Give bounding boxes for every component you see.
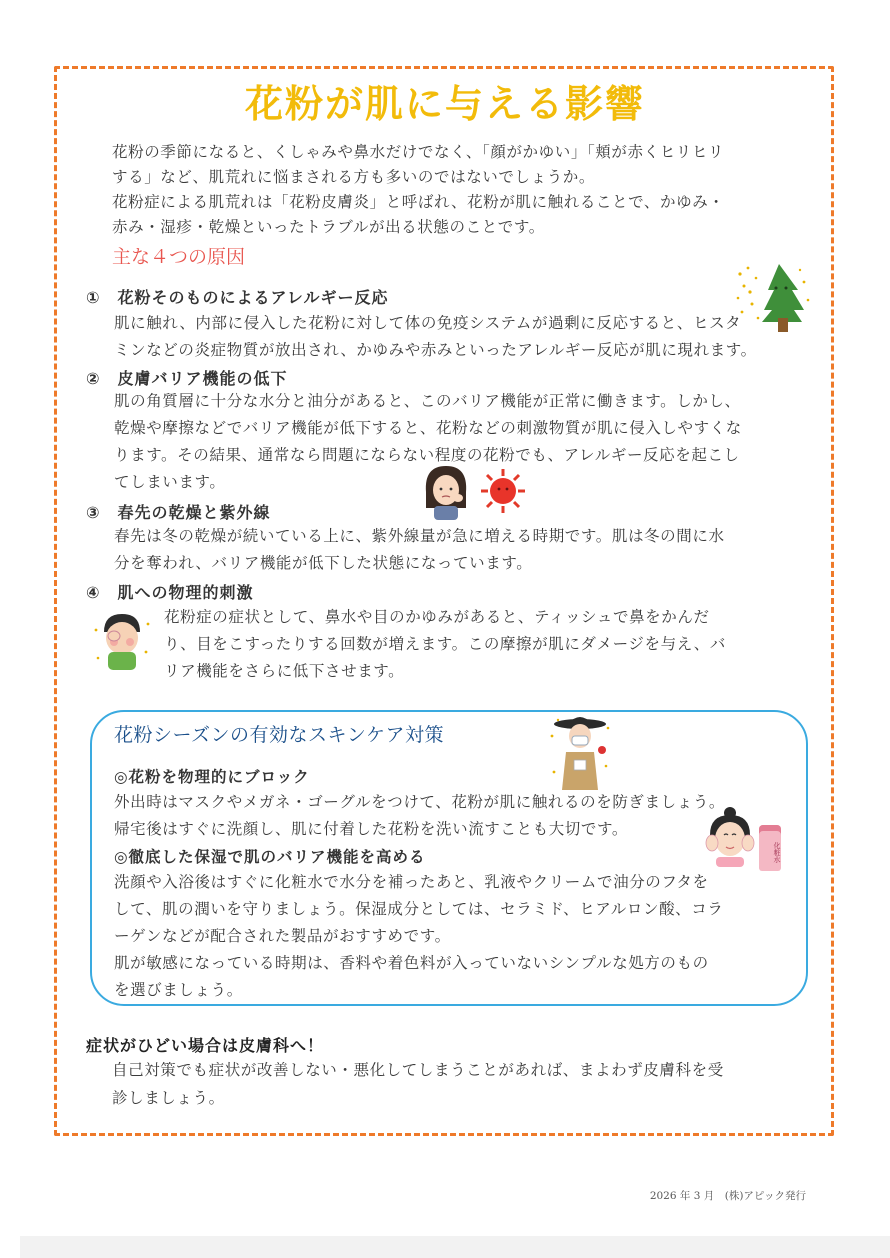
cause-body-4 <box>164 604 726 685</box>
cause-line: 分を奪われ、バリア機能が低下した状態になっています。 <box>114 554 533 572</box>
lotion-bottle-label: 化粧水 <box>773 841 781 863</box>
warning-body <box>112 1056 724 1112</box>
skincare-line: 肌が敏感になっている時期は、香料や着色料が入っていないシンプルな処方のもの <box>114 954 709 972</box>
skincare-heading-2: ◎徹底した保湿で肌のバリア機能を高める <box>114 848 426 866</box>
cause-heading-3: ③ 春先の乾燥と紫外線 <box>86 503 271 522</box>
intro-line: 赤み・湿疹・乾燥といったトラブルが出る状態のことです。 <box>112 218 545 236</box>
masked-woman-icon <box>548 712 612 792</box>
page-title: 花粉が肌に与える影響 <box>244 82 645 126</box>
cause-body-1 <box>114 310 757 364</box>
lotion-bottle-icon <box>759 825 781 871</box>
cause-line: 肌に触れ、内部に侵入した花粉に対して体の免疫システムが過剰に反応すると、ヒスタ <box>114 314 742 332</box>
skincare-line: を選びましょう。 <box>114 981 243 999</box>
skincare-line: 外出時はマスクやメガネ・ゴーグルをつけて、花粉が肌に触れるのを防ぎましょう。 <box>114 793 726 811</box>
skincare-heading-1: ◎花粉を物理的にブロック <box>114 768 310 786</box>
skincare-title: 花粉シーズンの有効なスキンケア対策 <box>114 724 444 746</box>
cause-heading-1: ① 花粉そのものによるアレルギー反応 <box>86 288 389 307</box>
cause-heading-4: ④ 肌への物理的刺激 <box>86 583 254 602</box>
cedar-tree-pollen-icon <box>734 260 812 332</box>
intro-line: 花粉症による肌荒れは「花粉皮膚炎」と呼ばれ、花粉が肌に触れることで、かゆみ・ <box>112 193 725 211</box>
face-care-woman-icon <box>702 805 758 867</box>
rubbing-eyes-boy-icon <box>92 610 152 672</box>
cause-line: り、目をこすったりする回数が増えます。この摩擦が肌にダメージを与え、バ <box>164 635 726 653</box>
skincare-line: 洗顔や入浴後はすぐに化粧水で水分を補ったあと、乳液やクリームで油分のフタを <box>114 873 709 891</box>
warning-line: 診しましょう。 <box>112 1089 225 1107</box>
cause-heading-2: ② 皮膚バリア機能の低下 <box>86 369 288 388</box>
causes-title: 主な４つの原因 <box>112 246 246 268</box>
cause-line: 花粉症の症状として、鼻水や目のかゆみがあると、ティッシュで鼻をかんだ <box>164 608 710 626</box>
warning-line: 自己対策でも症状が改善しない・悪化してしまうことがあれば、まよわず皮膚科を受 <box>112 1061 724 1079</box>
intro-line: する」など、肌荒れに悩まされる方も多いのではないでしょうか。 <box>112 168 596 186</box>
bottom-bar <box>20 1236 890 1258</box>
intro-line: 花粉の季節になると、くしゃみや鼻水だけでなく、「顔がかゆい」「頬が赤くヒリヒリ <box>112 143 725 161</box>
skincare-line: 帰宅後はすぐに洗顔し、肌に付着した花粉を洗い流すことも大切です。 <box>114 820 628 838</box>
itchy-woman-icon <box>418 462 474 520</box>
cause-line: ミンなどの炎症物質が放出され、かゆみや赤みといったアレルギー反応が肌に現れます。 <box>114 341 757 359</box>
skincare-body-1 <box>114 789 725 843</box>
cause-line: リア機能をさらに低下させます。 <box>164 662 405 680</box>
footer-publisher: 2026 年 3 月 (株)アピック発行 <box>649 1190 806 1202</box>
cause-line: 乾燥や摩擦などでバリア機能が低下すると、花粉などの刺激物質が肌に侵入しやすくな <box>114 419 742 437</box>
intro-paragraph <box>112 140 812 240</box>
cause-line: てしまいます。 <box>114 473 226 491</box>
skincare-body-2 <box>114 869 723 1004</box>
sun-uv-icon <box>480 468 526 514</box>
cause-body-3 <box>114 523 725 577</box>
warning-heading: 症状がひどい場合は皮膚科へ！ <box>86 1036 325 1055</box>
cause-line: 肌の角質層に十分な水分と油分があると、このバリア機能が正常に働きます。しかし、 <box>114 392 741 410</box>
skincare-line: ーゲンなどが配合された製品がおすすめです。 <box>114 927 451 945</box>
cause-line: 春先は冬の乾燥が続いている上に、紫外線量が急に増える時期です。肌は冬の間に水 <box>114 527 725 545</box>
cause-line: ります。その結果、通常なら問題にならない程度の花粉でも、アレルギー反応を起こし <box>114 446 740 464</box>
skincare-line: して、肌の潤いを守りましょう。保湿成分としては、セラミド、ヒアルロン酸、コラ <box>114 900 724 918</box>
